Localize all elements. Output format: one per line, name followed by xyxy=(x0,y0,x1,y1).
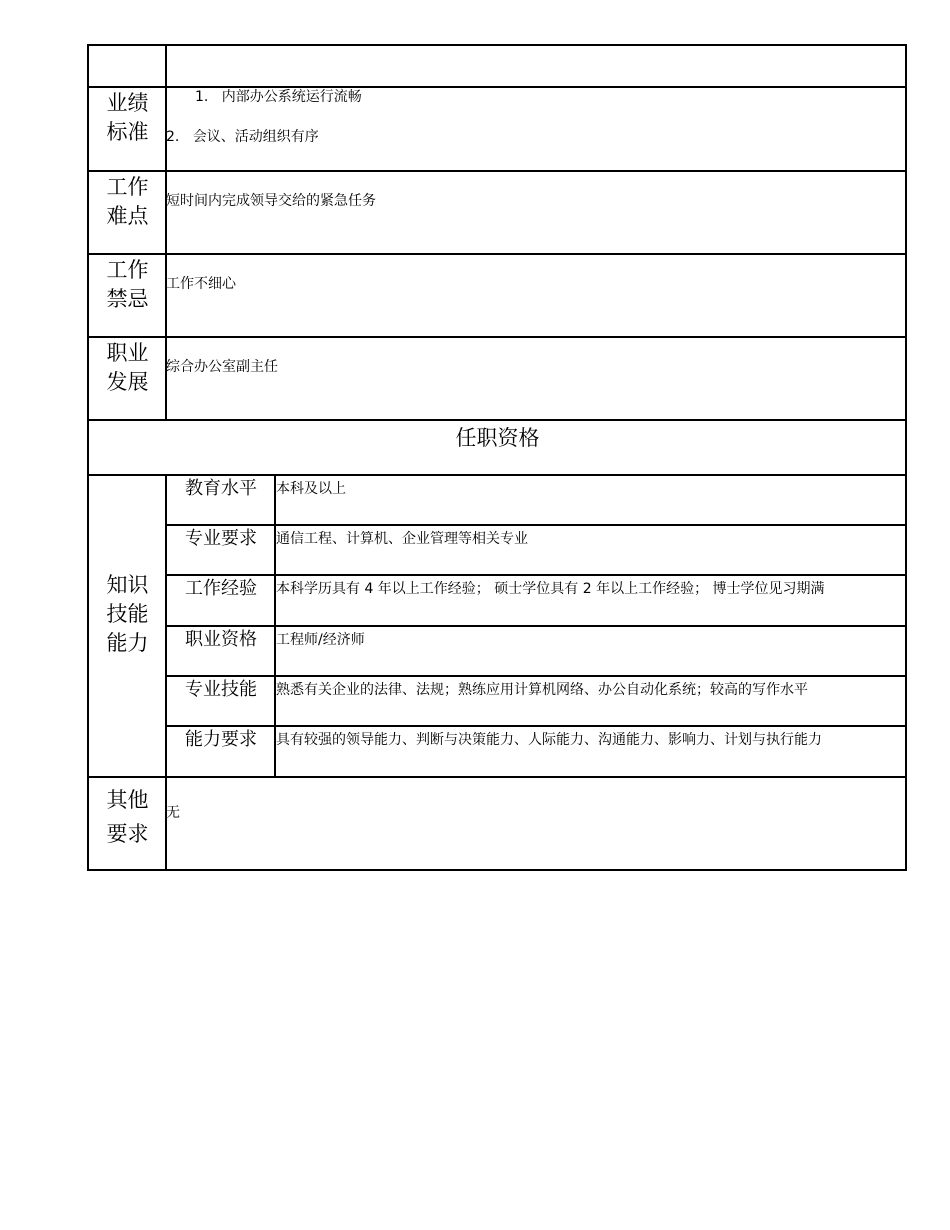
work-difficulty-text: 短时间内完成领导交给的紧急任务 xyxy=(166,193,376,209)
label-line: 其他 xyxy=(106,788,149,812)
label-line: 发展 xyxy=(106,370,149,394)
label-line: 难点 xyxy=(106,204,149,228)
table-border xyxy=(87,170,907,172)
label-line: 技能 xyxy=(106,602,149,626)
professional-qualification-label: 职业资格 xyxy=(185,629,257,650)
work-difficulty-label xyxy=(89,173,166,231)
table-border xyxy=(165,675,907,677)
table-border xyxy=(165,625,907,627)
work-taboo-label xyxy=(89,256,166,314)
professional-qualification-value: 工程师/经济师 xyxy=(276,632,365,648)
major-requirement-label: 专业要求 xyxy=(185,528,257,549)
work-experience-label: 工作经验 xyxy=(185,578,257,599)
label-line: 知识 xyxy=(106,573,149,597)
table-border xyxy=(87,44,89,871)
table-border xyxy=(87,776,907,778)
label-line: 要求 xyxy=(106,822,149,846)
professional-skills-value: 熟悉有关企业的法律、法规；熟练应用计算机网络、办公自动化系统；较高的写作水平 xyxy=(276,682,808,698)
label-line: 职业 xyxy=(106,341,149,365)
table-border xyxy=(87,44,907,46)
performance-standard-label xyxy=(89,89,166,147)
table-border xyxy=(165,574,907,576)
table-border xyxy=(905,44,907,871)
label-line: 标准 xyxy=(106,120,149,144)
education-level-value: 本科及以上 xyxy=(276,481,346,497)
work-taboo-text: 工作不细心 xyxy=(166,276,236,292)
table-border xyxy=(87,419,907,421)
qualifications-title: 任职资格 xyxy=(455,426,540,450)
major-requirement-value: 通信工程、计算机、企业管理等相关专业 xyxy=(276,531,528,547)
performance-item-1: 1. 内部办公系统运行流畅 xyxy=(195,89,362,105)
ability-requirement-value: 具有较强的领导能力、判断与决策能力、人际能力、沟通能力、影响力、计划与执行能力 xyxy=(276,732,822,748)
education-level-label: 教育水平 xyxy=(185,478,257,499)
table-border xyxy=(165,725,907,727)
performance-item-2: 2. 会议、活动组织有序 xyxy=(166,129,319,145)
label-line: 工作 xyxy=(106,175,149,199)
career-development-label xyxy=(89,339,166,397)
career-development-text: 综合办公室副主任 xyxy=(166,359,278,375)
other-requirements-text: 无 xyxy=(166,805,180,821)
knowledge-skills-label xyxy=(89,571,166,658)
professional-skills-label: 专业技能 xyxy=(185,679,257,700)
table-border xyxy=(87,336,907,338)
ability-requirement-label: 能力要求 xyxy=(185,729,257,750)
label-line: 业绩 xyxy=(106,91,149,115)
table-border xyxy=(87,474,907,476)
label-line: 工作 xyxy=(106,258,149,282)
label-line: 禁忌 xyxy=(106,287,149,311)
label-line: 能力 xyxy=(106,631,149,655)
table-border xyxy=(165,524,907,526)
table-border xyxy=(87,253,907,255)
table-border xyxy=(87,869,907,871)
other-requirements-label xyxy=(89,783,166,851)
work-experience-value: 本科学历具有 4 年以上工作经验； 硕士学位具有 2 年以上工作经验； 博士学位见习期满 xyxy=(276,581,825,597)
